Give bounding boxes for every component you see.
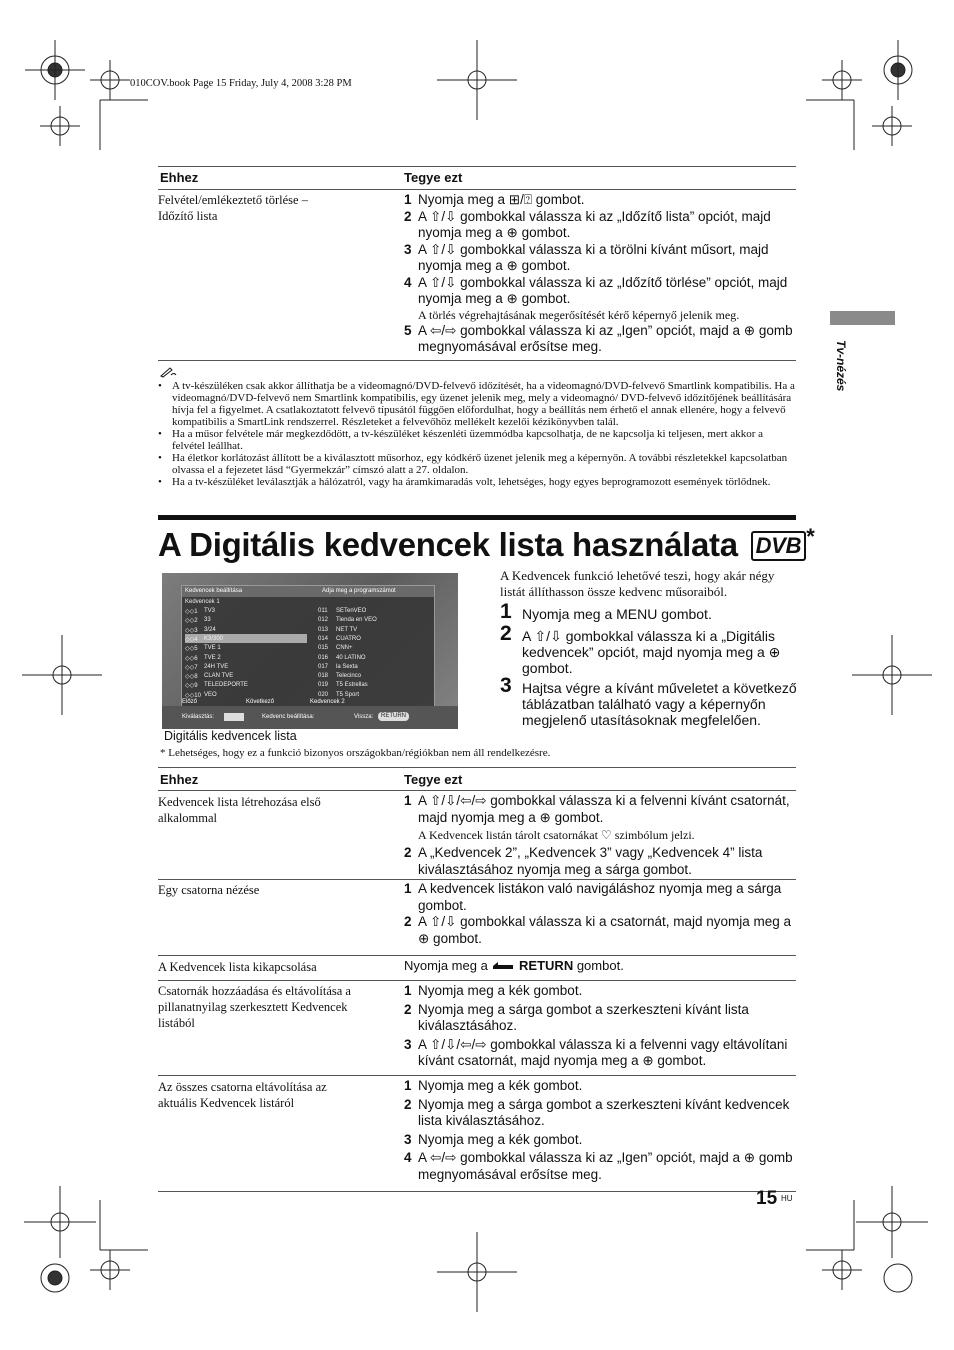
- table2-bottom-rule: [158, 1191, 796, 1192]
- step-item: 1 A kedvencek listákon való navigáláshoz nyomja meg a sárga gombot.: [404, 881, 782, 913]
- list-title: Kedvencek 1: [185, 599, 220, 605]
- menu-header: [182, 586, 434, 597]
- step-item: 1 A ⇧/⇩/⇦/⇨ gombokkal válassza ki a felvenni kívánt csatornát, majd nyomja meg a ⊕ gombot.: [404, 793, 790, 825]
- step-text: Nyomja meg a kék gombot.: [418, 983, 583, 998]
- step-note: A Kedvencek listán tárolt csatornákat ♡ szimbólum jelzi.: [418, 828, 695, 842]
- step-item: 1 Nyomja meg a kék gombot.: [404, 1078, 583, 1093]
- step-text: Nyomja meg a sárga gombot a szerkeszteni kívánt lista kiválasztásához.: [418, 1001, 749, 1033]
- channel-right-number: 018: [318, 673, 329, 680]
- step-item: 2 Nyomja meg a sárga gombot a szerkeszteni kívánt lista kiválasztásához.: [404, 1001, 749, 1033]
- table2-row5-steps: [404, 1078, 798, 1183]
- step-text: A ⇦/⇨ gombokkal válassza ki az „Igen” opciót, majd a ⊕ gomb megnyomásával erősítse meg.: [418, 1150, 793, 1182]
- step-item: 2 A „Kedvencek 2”, „Kedvencek 3” vagy „Kedvencek 4” lista kiválasztásához nyomja meg a sárga gombot.: [404, 845, 763, 877]
- intro-text: A Kedvencek funkció lehetővé teszi, hogy akár négy listát állíthasson össze kedvenc műsoraiból.: [500, 568, 775, 599]
- note-item: • A tv-készüléken csak akkor állíthatja be a videomagnó/DVD-felvevő időzítését, ha a videomagnó/DVD-felvevő Smartlink kompatibilis. Ha a videomagnó/DVD-felvevő nem Smartlink kompatibilis, egy üzenet jelenik meg, mely a videomagnó/ DVD-felvevő időzítőjének beállítására hívja fel a figyelmet. A csatlakoztatott felvevő típusától függően előfordulhat, hogy a beállítás nem érhető el annak ellenére, hogy a felvevő kompatibilis a SmartLink rendszerrel. Részleteket a felvevőhöz mellékelt kezelői kézikönyvben talál.: [158, 380, 798, 428]
- table1-header-rule: [158, 189, 796, 190]
- step-text: A ⇧/⇩ gombokkal válassza ki az „Időzítő lista” opciót, majd nyomja meg a ⊕ gombot.: [418, 208, 771, 240]
- fav2-label: Kedvencek 2: [310, 699, 345, 705]
- table1-header-right: Tegye ezt: [404, 170, 463, 185]
- step-text: A „Kedvencek 2”, „Kedvencek 3” vagy „Kedvencek 4” lista kiválasztásához nyomja meg a sárga gombot.: [418, 845, 763, 877]
- channel-left-index: ◇◇10: [185, 692, 201, 699]
- tv-screen-image: [162, 573, 458, 729]
- channel-left-index: ◇◇2: [185, 618, 198, 625]
- dvb-logo: [751, 531, 807, 561]
- table2-row1-steps: [404, 793, 798, 878]
- step-text: A ⇧/⇩ gombokkal válassza ki az „Időzítő törlése” opciót, majd nyomja meg a ⊕ gombot.: [418, 274, 788, 306]
- step-item: 3 A ⇧/⇩ gombokkal válassza ki a törölni kívánt műsort, majd nyomja meg a ⊕ gombot.: [404, 241, 769, 273]
- table2-row-rule: [158, 1075, 796, 1076]
- step-text: Nyomja meg a kék gombot.: [418, 1131, 583, 1147]
- step-text: A ⇧/⇩ gombokkal válassza ki a törölni kívánt műsort, majd nyomja meg a ⊕ gombot.: [418, 241, 769, 273]
- table1-top-rule: [158, 166, 796, 167]
- channel-right-number: 012: [318, 617, 329, 624]
- table1-row-steps: [404, 192, 798, 356]
- table2-row-rule: [158, 879, 796, 880]
- footnote: * Lehetséges, hogy ez a funkció bizonyos országokban/régiókban nem áll rendelkezésre.: [160, 747, 551, 759]
- channel-right-name: T5 Estrellas: [336, 682, 368, 689]
- menu-right: Adja meg a programszámot: [322, 588, 396, 594]
- select-label: Kiválasztás:: [182, 714, 215, 720]
- return-icon: [491, 961, 515, 971]
- channel-left-name: TVE 1: [204, 645, 221, 652]
- step-item: 3 Nyomja meg a kék gombot.: [404, 1131, 583, 1147]
- channel-left-name: TV3: [204, 608, 216, 614]
- channel-right-number: 016: [318, 654, 329, 661]
- channel-right-name: 40 LATINO: [336, 654, 366, 661]
- big-step-3: 3 Hajtsa végre a kívánt műveletet a következő táblázatban található vagy a képernyőn megjelenő utasításoknak megfelelően.: [500, 680, 800, 728]
- table2-row1-label: Kedvencek lista létrehozása első alkalommal: [158, 795, 321, 825]
- table2-row-rule: [158, 980, 796, 981]
- channel-right-name: CUATRO: [336, 635, 361, 642]
- step-text: A ⇧/⇩/⇦/⇨ gombokkal válassza ki a felvenni vagy eltávolítani kívánt csatornát, majd nyomja meg a ⊕ gombot.: [418, 1036, 788, 1068]
- step-text: Nyomja meg a ⊞/⍰ gombot.: [418, 192, 585, 207]
- section-thick-rule: [158, 515, 796, 520]
- channel-right-number: 015: [318, 645, 329, 652]
- row3-pre: Nyomja meg a: [404, 958, 492, 973]
- row3-post: gombot.: [573, 958, 624, 973]
- channel-left-name: TELEDEPORTE: [204, 682, 248, 689]
- channel-left-index: ◇◇8: [185, 674, 198, 681]
- step-text: A ⇦/⇨ gombokkal válassza ki az „Igen” opciót, majd a ⊕ gomb megnyomásával erősítse meg.: [418, 322, 793, 354]
- menu-title: Kedvencek beállítása: [185, 588, 243, 594]
- channel-right-name: T5 Sport: [336, 691, 360, 698]
- step-item: 4 A ⇧/⇩ gombokkal válassza ki az „Időzítő törlése” opciót, majd nyomja meg a ⊕ gombot.: [404, 274, 788, 306]
- file-info: 010COV.book Page 15 Friday, July 4, 2008 3:28 PM: [130, 78, 352, 89]
- section-asterisk: *: [806, 524, 815, 549]
- table2-row4-steps: [404, 983, 798, 1070]
- table2-header-rule: [158, 790, 796, 791]
- channel-right-name: CNN+: [336, 645, 353, 652]
- prev-label: Előző: [182, 699, 198, 705]
- channel-right-number: 011: [318, 608, 328, 614]
- step-text: A kedvencek listákon való navigáláshoz nyomja meg a sárga gombot.: [418, 881, 782, 913]
- table2-row3-text: [404, 958, 798, 975]
- note-item: • Ha a tv-készüléket leválasztják a hálózatról, vagy ha áramkimaradás volt, lehetséges, hogy egyes beprogramozott események törlődnek.: [158, 476, 798, 488]
- favourites-menu: [181, 585, 435, 711]
- step-item: 1 Nyomja meg a kék gombot.: [404, 983, 583, 998]
- step-item: 2 A ⇧/⇩ gombokkal válassza ki az „Időzítő lista” opciót, majd nyomja meg a ⊕ gombot.: [404, 208, 771, 240]
- channel-right-name: la Sexta: [336, 663, 358, 670]
- table2-row-rule: [158, 955, 796, 956]
- note-pencil-icon: [160, 366, 178, 378]
- note-item: • Ha a műsor felvétele már megkezdődött, a tv-készüléket készenléti üzemmódba kapcsolhatja, de ne kapcsolja ki teljesen, mert akkor a felvétel leállhat.: [158, 428, 798, 452]
- return-label: RETURN: [519, 958, 574, 973]
- table2-header-left: Ehhez: [160, 772, 199, 787]
- channel-right-name: Telecinco: [336, 673, 362, 680]
- step-note: A törlés végrehajtásának megerősítését kérő képernyő jelenik meg.: [418, 307, 740, 322]
- step-item: 4 A ⇦/⇨ gombokkal válassza ki az „Igen” opciót, majd a ⊕ gomb megnyomásával erősítse meg.: [404, 1150, 793, 1182]
- page-number: 15: [756, 1188, 778, 1209]
- channel-right-number: 014: [318, 635, 329, 642]
- table2-row4-label: Csatornák hozzáadása és eltávolítása a pillanatnyilag szerkesztett Kedvencek listából: [158, 984, 351, 1030]
- table1-row-label: Felvétel/emlékeztető törlése – Időzítő lista: [158, 193, 308, 223]
- next-label: Következő: [246, 699, 275, 705]
- step-item: 2 A ⇧/⇩ gombokkal válassza ki a csatornát, majd nyomja meg a ⊕ gombot.: [404, 914, 792, 946]
- table1-bottom-rule: [158, 360, 796, 361]
- channel-left-index: ◇◇6: [185, 655, 198, 662]
- select-icons: [224, 713, 244, 721]
- tv-caption: Digitális kedvencek lista: [164, 729, 297, 743]
- channel-right-name: Tienda en VEO: [336, 617, 377, 624]
- channel-right-name: NET TV: [336, 626, 358, 633]
- fav-settings-label: Kedvenc beállítása:: [262, 714, 315, 720]
- big-step-text: Nyomja meg a MENU gombot.: [522, 606, 712, 622]
- channel-left-index: ◇◇7: [185, 664, 198, 671]
- side-section-label: Tv-nézés: [834, 340, 848, 392]
- channel-left-index: ◇◇1: [185, 609, 198, 615]
- big-step-text: A ⇧/⇩ gombokkal válassza ki a „Digitális kedvencek” opciót, majd nyomja meg a ⊕ gombot.: [522, 628, 781, 676]
- table2-top-rule: [158, 767, 796, 768]
- channel-right-number: 017: [318, 663, 329, 670]
- step-text: A ⇧/⇩ gombokkal válassza ki a csatornát, majd nyomja meg a ⊕ gombot.: [418, 914, 792, 946]
- return-button: RETURN: [378, 712, 409, 721]
- step-text: Nyomja meg a kék gombot.: [418, 1078, 583, 1093]
- back-label: Vissza:: [354, 714, 374, 720]
- channel-left-name: 3/24: [204, 626, 216, 633]
- channel-left-name: CLAN TVE: [204, 673, 234, 680]
- big-step-1: 1 Nyomja meg a MENU gombot.: [500, 606, 800, 622]
- channel-left-index: ◇◇3: [185, 627, 198, 634]
- section-title-text: A Digitális kedvencek lista használata: [158, 526, 738, 563]
- channel-left-index: ◇◇5: [185, 646, 198, 653]
- channel-left-name: 24H TVE: [204, 663, 229, 670]
- table1-header-left: Ehhez: [160, 170, 199, 185]
- channel-left-name: 33: [204, 617, 211, 624]
- section-title: [158, 524, 815, 564]
- step-item: 5 A ⇦/⇨ gombokkal válassza ki az „Igen” opciót, majd a ⊕ gomb megnyomásával erősítse meg.: [404, 322, 793, 354]
- channel-right-number: 019: [318, 682, 329, 689]
- table2-header-right: Tegye ezt: [404, 772, 463, 787]
- page-lang: HU: [781, 1194, 793, 1203]
- big-step-2: 2 A ⇧/⇩ gombokkal válassza ki a „Digitális kedvencek” opciót, majd nyomja meg a ⊕ gombot.: [500, 628, 800, 676]
- step-item: 3 A ⇧/⇩/⇦/⇨ gombokkal válassza ki a felvenni vagy eltávolítani kívánt csatornát, majd nyomja meg a ⊕ gombot.: [404, 1036, 788, 1068]
- big-step-text: Hajtsa végre a kívánt műveletet a következő táblázatban található vagy a képernyőn megjelenő utasításoknak megfelelően.: [522, 680, 797, 728]
- channel-left-name: TVE 2: [204, 654, 221, 661]
- step-text: Nyomja meg a sárga gombot a szerkeszteni kívánt kedvencek lista kiválasztásához.: [418, 1096, 790, 1128]
- step-item: 1 Nyomja meg a ⊞/⍰ gombot.: [404, 192, 585, 207]
- channel-left-name: VEO: [204, 691, 217, 698]
- table2-row2-label: Egy csatorna nézése: [158, 883, 260, 897]
- channel-right-number: 013: [318, 626, 329, 633]
- step-text: A ⇧/⇩/⇦/⇨ gombokkal válassza ki a felvenni kívánt csatornát, majd nyomja meg a ⊕ gombot.: [418, 793, 790, 825]
- channel-right-number: 020: [318, 691, 329, 698]
- channel-right-name: SETenVEO: [336, 608, 367, 614]
- channel-left-index: ◇◇4: [185, 636, 198, 643]
- step-item: 2 Nyomja meg a sárga gombot a szerkeszteni kívánt kedvencek lista kiválasztásához.: [404, 1096, 790, 1128]
- side-tab-marker: [830, 311, 895, 325]
- channel-left-index: ◇◇9: [185, 683, 198, 690]
- dvb-logo-text: DVB: [755, 533, 802, 558]
- table2-row5-label: Az összes csatorna eltávolítása az aktuális Kedvencek listáról: [158, 1080, 327, 1110]
- notes-list: [158, 380, 798, 488]
- tv-bottom-bar: [162, 699, 458, 729]
- table2-row2-steps: [404, 881, 798, 947]
- table2-row3-label: A Kedvencek lista kikapcsolása: [158, 960, 317, 974]
- channel-left-name: K3/300: [204, 635, 224, 642]
- note-item: • Ha életkor korlátozást állított be a kiválasztott műsorhoz, egy kódkérő üzenet jelenik meg a képernyőn. A további részletekkel kapcsolatban olvassa el a fejezetet lásd “Gyermekzár” címszó alatt a 27. oldalon.: [158, 452, 798, 476]
